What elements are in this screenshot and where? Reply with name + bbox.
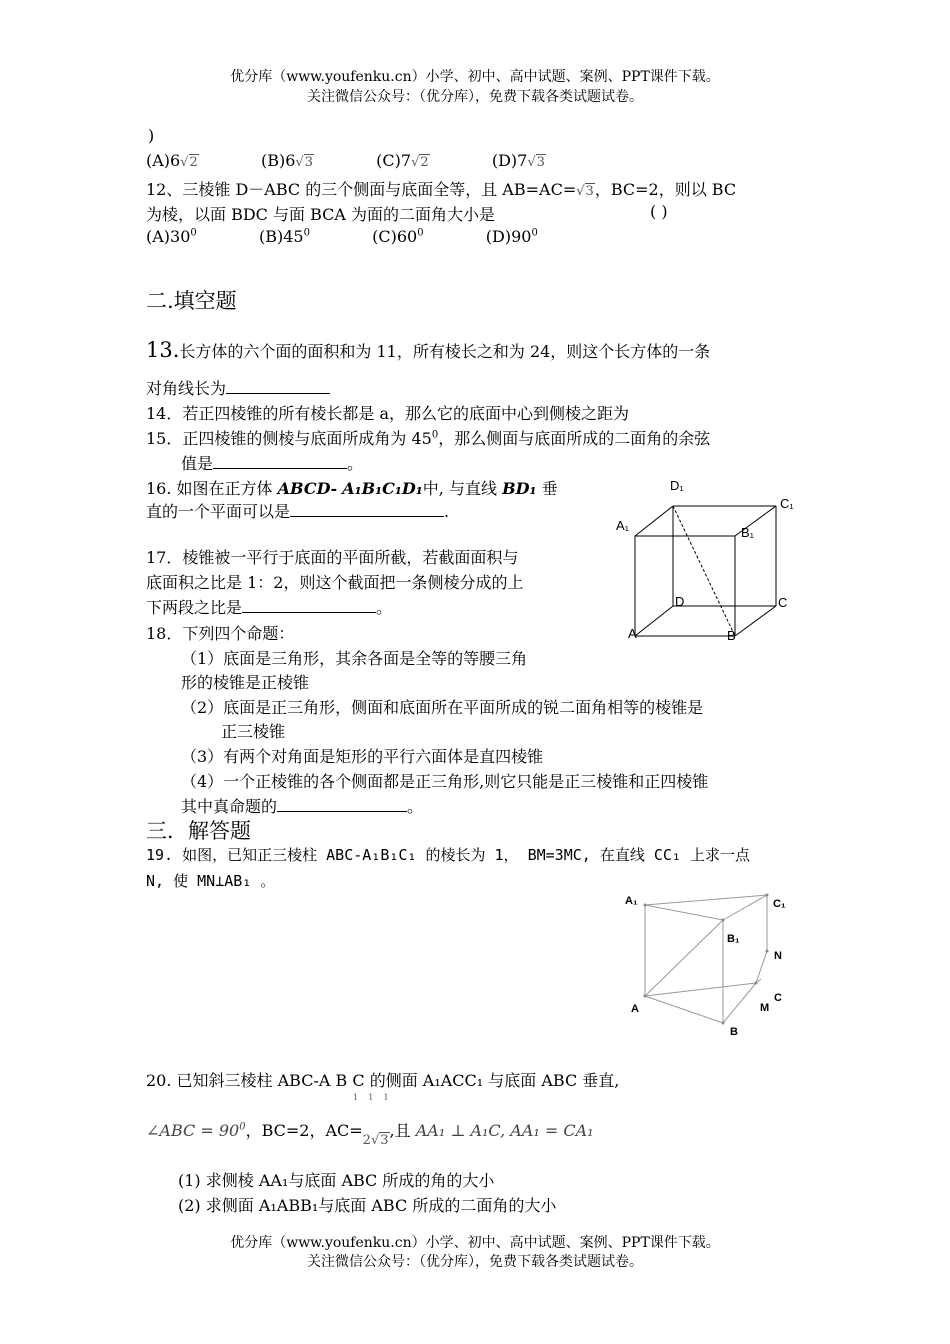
- q14-text: 14．若正四棱锥的所有棱长都是 a，那么它的底面中心到侧棱之距为: [146, 404, 629, 423]
- vertex: [766, 894, 769, 897]
- q20-line-1: 20. 已知斜三棱柱 ABC-A B C 的侧面 A₁ACC₁ 与底面 ABC 垂直,: [146, 1071, 620, 1090]
- edge: [645, 895, 767, 905]
- q20-sub-2: (2) 求侧面 A₁ABB₁与底面 ABC 所成的二面角的大小: [178, 1196, 557, 1215]
- sqrt-icon: √3: [576, 184, 594, 199]
- vertex: [766, 950, 769, 953]
- q12-option-b: (B)45: [258, 227, 304, 246]
- q18-intro: 18．下列四个命题：: [146, 624, 295, 643]
- q17-line-1: 17．棱锥被一平行于底面的平面所截，若截面面积与: [146, 548, 519, 567]
- sqrt-icon: √2: [411, 155, 429, 170]
- sqrt-expression: 2√3: [362, 1133, 389, 1148]
- label-b1: B₁: [727, 933, 740, 945]
- label-d: D: [675, 594, 685, 609]
- edge: [635, 506, 673, 536]
- q15-line-2: 值是 。: [181, 454, 364, 473]
- q15-line-1: 15．正四棱锥的侧棱与底面所成角为 $45^0$，那么侧面与底面所成的二面角的余弦: [146, 429, 711, 448]
- label-n: N: [774, 950, 782, 962]
- diagonal-bd1: [673, 506, 735, 636]
- label-d1: D₁: [670, 478, 684, 493]
- vertex: [722, 919, 725, 922]
- prism-figure: [615, 885, 815, 1045]
- label-a1: A₁: [625, 895, 638, 907]
- q20-subscripts: 1 1 1: [353, 1093, 389, 1102]
- label-b1: B₁: [741, 525, 755, 540]
- sqrt-icon: √2: [180, 155, 198, 170]
- q11-option-a: (A)6: [146, 151, 181, 170]
- q18-prop-1b: 形的棱锥是正棱锥: [181, 673, 310, 692]
- label-b: B: [727, 628, 736, 643]
- q12-options: $(A)30^0$ $(B)45^0$ $(C)60^0$ $(D)90^0$: [146, 227, 538, 246]
- header-line-2: 关注微信公众号：（优分库），免费下载各类试题试卷。: [307, 89, 643, 105]
- q20-line-2: ∠ABC = $90^0$，BC=2，AC=2√3,且 AA₁ ⊥ A₁C, AA₁ = CA₁: [146, 1121, 594, 1148]
- q12-answer-paren: ( ): [650, 202, 668, 221]
- q18-prop-2a: （2）底面是正三角形，侧面和底面所在平面所成的锐二面角相等的棱锥是: [181, 698, 704, 717]
- sqrt-icon: √3: [527, 155, 545, 170]
- label-a: A: [628, 626, 637, 641]
- sqrt-icon: √3: [295, 155, 313, 170]
- q12-line-1: 12、三棱锥 D－ABC 的三个侧面与底面全等，且 AB=AC=√3，BC=2，则以 BC: [146, 180, 737, 199]
- q13-line-2: 对角线长为: [146, 376, 330, 399]
- hidden-edge: [635, 606, 673, 636]
- label-m: M: [760, 1002, 770, 1014]
- header-line-1: 优分库（www.youfenku.cn）小学、初中、高中试题、案例、PPT课件下载。: [230, 69, 720, 85]
- label-a1: A₁: [616, 518, 630, 533]
- q17-line-2: 底面积之比是 1：2，则这个截面把一条侧棱分成的上: [146, 573, 524, 592]
- q11-paren: ): [148, 126, 155, 145]
- vertex: [644, 995, 647, 998]
- answer-blank[interactable]: [242, 598, 376, 613]
- q17-line-3: 下两段之比是 。: [146, 598, 393, 617]
- section-fill-in-title: 二.填空题: [146, 289, 237, 313]
- q19-line-2: N, 使 MN⊥AB₁ 。: [146, 872, 276, 890]
- answer-blank[interactable]: [277, 797, 407, 812]
- q18-prop-4: （4）一个正棱锥的各个侧面都是正三角形,则它只能是正三棱锥和正四棱锥: [181, 772, 709, 791]
- label-c1: C₁: [773, 898, 786, 910]
- q12-option-d: (D)90: [485, 227, 532, 246]
- label-c: C: [778, 595, 788, 610]
- vertex: [722, 1022, 725, 1025]
- q12-line-2: 为棱，以面 BDC 与面 BCA 为面的二面角大小是: [146, 205, 496, 224]
- answer-blank[interactable]: [213, 454, 347, 469]
- q18-prop-2b: 正三棱锥: [221, 722, 286, 741]
- section-solve-title: 三．解答题: [146, 819, 251, 843]
- label-b: B: [730, 1026, 738, 1038]
- q20-sub-1: (1) 求侧棱 AA₁与底面 ABC 所成的角的大小: [178, 1171, 495, 1190]
- footer-line-2: 关注微信公众号：（优分库），免费下载各类试题试卷。: [307, 1254, 643, 1270]
- label-c1: C₁: [780, 496, 794, 511]
- vertex: [644, 904, 647, 907]
- q13-line-1: 13.长方体的六个面的面积和为 11，所有棱长之和为 24，则这个长方体的一条: [146, 338, 711, 362]
- q18-ask: 其中真命题的 。: [181, 797, 424, 816]
- q12-option-a: (A)30: [146, 227, 191, 246]
- q16-line-1: 16. 如图在正方体 ABCD- A₁B₁C₁D₁中, 与直线 BD₁ 垂: [146, 479, 558, 498]
- label-a: A: [631, 1003, 639, 1015]
- q11-option-d: (D)7: [491, 151, 528, 170]
- segment-mn: [756, 951, 767, 983]
- label-c: C: [774, 992, 782, 1004]
- q12-option-c: (C)60: [372, 227, 418, 246]
- edge: [723, 983, 756, 1023]
- cube-figure: [600, 470, 820, 650]
- edge: [645, 983, 756, 996]
- diagonal-ab1: [645, 920, 723, 996]
- answer-blank[interactable]: [290, 502, 444, 517]
- q11-option-c: (C)7: [376, 151, 412, 170]
- footer-line-1: 优分库（www.youfenku.cn）小学、初中、高中试题、案例、PPT课件下载。: [230, 1235, 720, 1251]
- vertex: [755, 982, 758, 985]
- edge: [645, 905, 723, 920]
- edge: [645, 996, 723, 1023]
- q18-prop-1a: （1）底面是三角形，其余各面是全等的等腰三角: [181, 649, 528, 668]
- q19-line-1: 19. 如图，已知正三棱柱 ABC-A₁B₁C₁ 的棱长为 1， BM=3MC, 在直线 CC₁ 上求一点: [146, 846, 750, 864]
- edge: [723, 895, 767, 920]
- edge: [735, 606, 776, 636]
- answer-blank[interactable]: [226, 379, 330, 394]
- q11-options: [146, 151, 546, 170]
- q16-line-2: 直的一个平面可以是 .: [146, 502, 450, 521]
- q11-option-b: (B)6: [260, 151, 296, 170]
- q18-prop-3: （3）有两个对角面是矩形的平行六面体是直四棱锥: [181, 747, 544, 766]
